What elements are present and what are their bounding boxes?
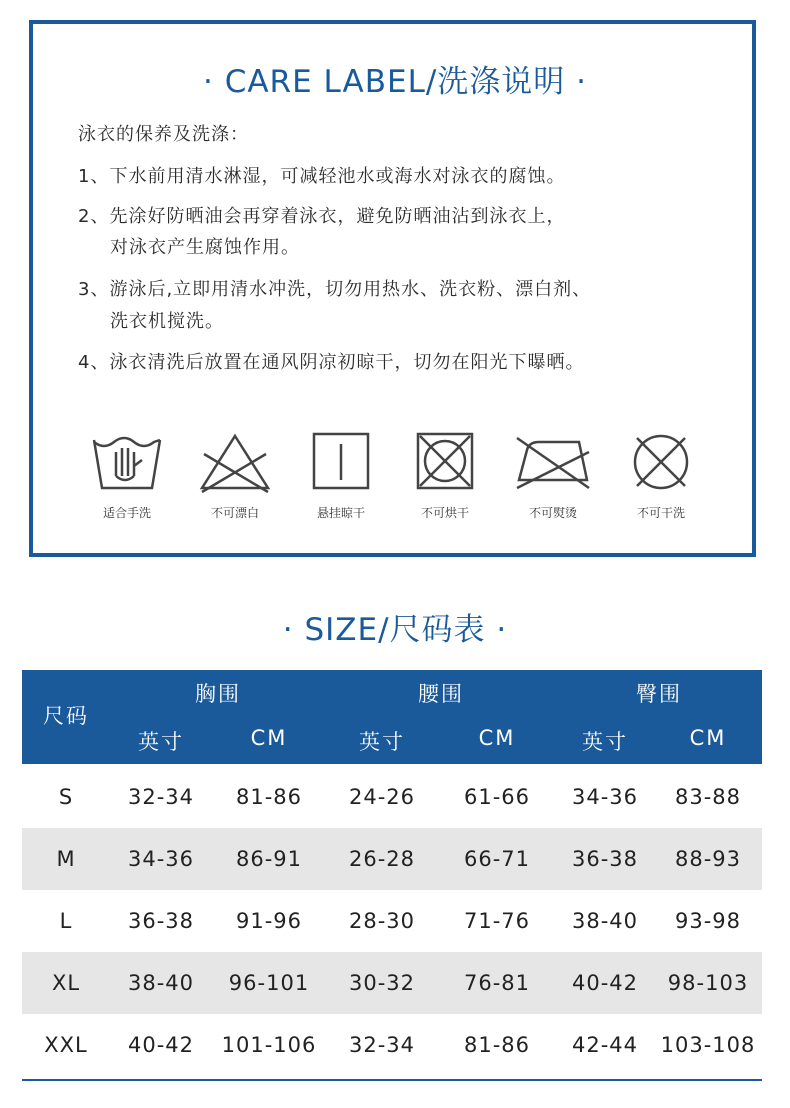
care-line-4: 4、泳衣清洗后放置在通风阴凉初晾干，切勿在阳光下曝晒。 [78, 352, 585, 373]
size-table-header [22, 670, 762, 764]
measurement-cell: 24-26 [348, 785, 416, 809]
measurement-cell: 36-38 [127, 909, 195, 933]
icon-label: 适合手洗 [102, 506, 151, 520]
unit-header: 英寸 [582, 730, 628, 754]
care-icon-item [498, 430, 608, 521]
care-icon-item [72, 430, 182, 521]
measurement-cell: 26-28 [348, 847, 416, 871]
unit-header: CM [689, 726, 727, 750]
table-row [22, 766, 762, 828]
size-chart-table [22, 670, 762, 1080]
table-row [22, 890, 762, 952]
no-iron-icon [513, 430, 593, 494]
measurement-cell: 81-86 [235, 785, 303, 809]
measurement-cell: 32-34 [127, 785, 195, 809]
icon-label: 不可烘干 [420, 506, 469, 520]
table-row [22, 828, 762, 890]
care-icon-item [606, 430, 716, 521]
measurement-cell: 76-81 [463, 971, 531, 995]
measurement-cell: 36-38 [571, 847, 639, 871]
line-dry-icon [304, 430, 378, 494]
unit-header: 英寸 [359, 730, 405, 754]
measurement-cell: 61-66 [463, 785, 531, 809]
chest-group-header: 胸围 [195, 682, 241, 706]
waist-group-header: 腰围 [418, 682, 464, 706]
care-icons [30, 430, 760, 540]
no-tumble-dry-icon [408, 430, 482, 494]
table-row [22, 952, 762, 1014]
measurement-cell: 38-40 [127, 971, 195, 995]
measurement-cell: 34-36 [571, 785, 639, 809]
icon-label: 悬挂晾干 [316, 506, 365, 520]
measurement-cell: 103-108 [660, 1033, 756, 1057]
measurement-cell: 42-44 [571, 1033, 639, 1057]
measurement-cell: 71-76 [463, 909, 531, 933]
measurement-cell: 32-34 [348, 1033, 416, 1057]
size-cell: L [59, 909, 73, 933]
care-line-2-cont: 对泳衣产生腐蚀作用。 [110, 237, 300, 258]
care-line-2: 2、先涂好防晒油会再穿着泳衣，避免防晒油沾到泳衣上， [78, 206, 566, 227]
no-bleach-icon [198, 430, 272, 494]
icon-label: 不可漂白 [210, 506, 259, 520]
care-subtitle: 泳衣的保养及洗涤： [78, 124, 249, 145]
size-column-header: 尺码 [43, 704, 89, 728]
measurement-cell: 81-86 [463, 1033, 531, 1057]
measurement-cell: 101-106 [221, 1033, 317, 1057]
measurement-cell: 86-91 [235, 847, 303, 871]
measurement-cell: 28-30 [348, 909, 416, 933]
measurement-cell: 91-96 [235, 909, 303, 933]
measurement-cell: 66-71 [463, 847, 531, 871]
unit-header: CM [478, 726, 516, 750]
measurement-cell: 93-98 [674, 909, 742, 933]
care-line-3: 3、游泳后,立即用清水冲洗，切勿用热水、洗衣粉、漂白剂、 [78, 279, 592, 300]
measurement-cell: 40-42 [127, 1033, 195, 1057]
table-row [22, 1014, 762, 1076]
measurement-cell: 96-101 [228, 971, 310, 995]
size-cell: XXL [44, 1033, 88, 1057]
hand-wash-icon [90, 430, 164, 494]
icon-label: 不可熨烫 [528, 506, 577, 520]
care-icon-item [286, 430, 396, 521]
care-line-1: 1、下水前用清水淋湿，可减轻池水或海水对泳衣的腐蚀。 [78, 166, 566, 187]
measurement-cell: 30-32 [348, 971, 416, 995]
measurement-cell: 88-93 [674, 847, 742, 871]
measurement-cell: 34-36 [127, 847, 195, 871]
unit-header: CM [250, 726, 288, 750]
no-dry-clean-icon [624, 430, 698, 494]
size-cell: M [56, 847, 76, 871]
care-line-3-cont: 洗衣机搅洗。 [110, 311, 224, 332]
care-icon-item [180, 430, 290, 521]
care-icon-item [390, 430, 500, 521]
icon-label: 不可干洗 [636, 506, 685, 520]
size-chart-title: · SIZE/尺码表 · [282, 612, 508, 648]
measurement-cell: 83-88 [674, 785, 742, 809]
measurement-cell: 38-40 [571, 909, 639, 933]
size-cell: XL [51, 971, 81, 995]
bottom-divider [22, 1079, 762, 1081]
measurement-cell: 98-103 [667, 971, 749, 995]
size-cell: S [58, 785, 74, 809]
hip-group-header: 臀围 [636, 682, 682, 706]
care-label-title: · CARE LABEL/洗涤说明 · [202, 64, 587, 100]
unit-header: 英寸 [138, 730, 184, 754]
measurement-cell: 40-42 [571, 971, 639, 995]
